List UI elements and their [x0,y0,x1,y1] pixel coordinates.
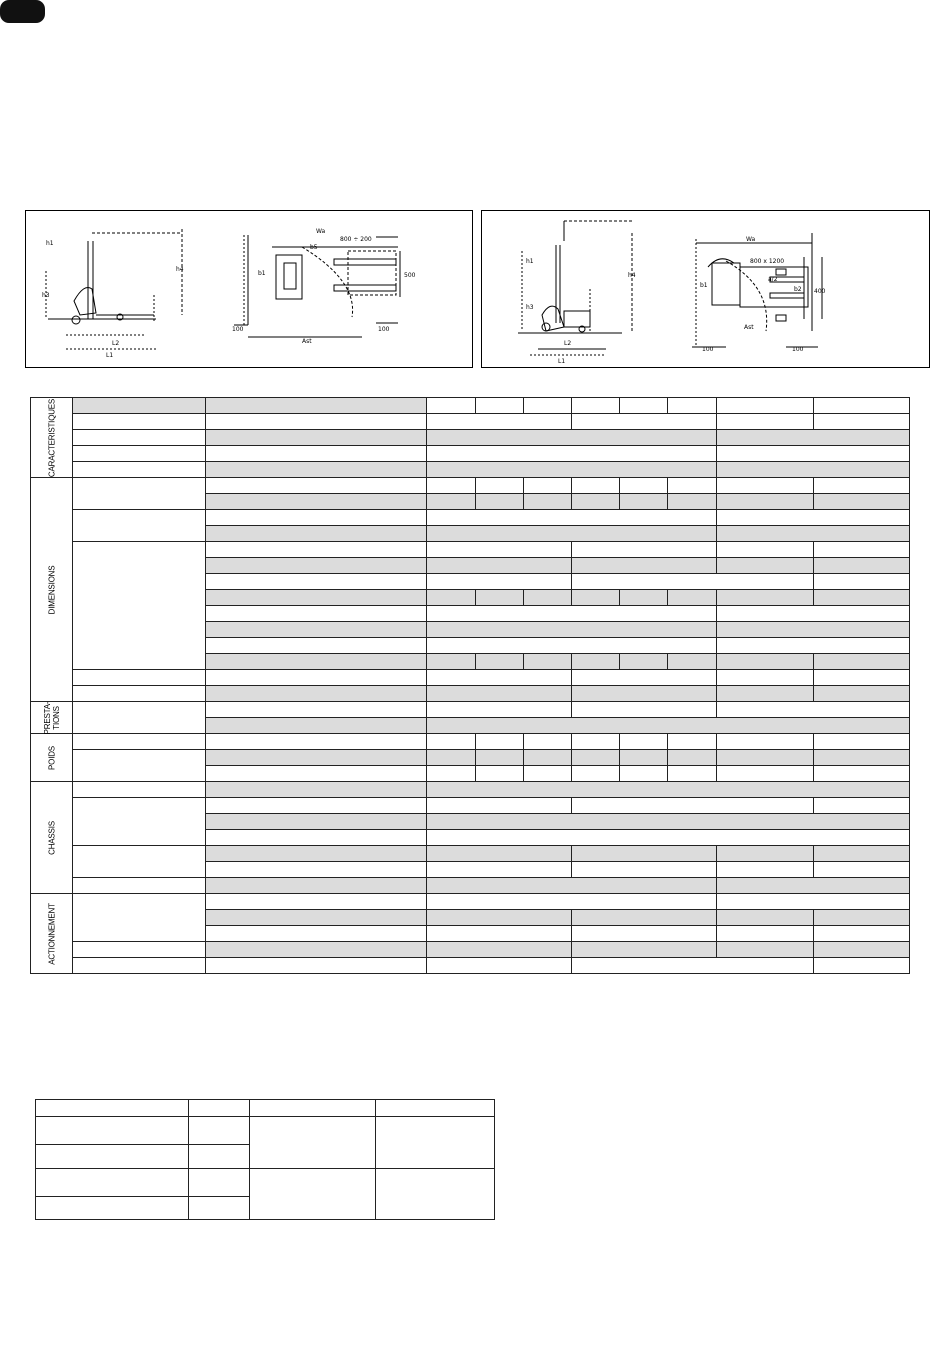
label-b1: b1 [258,270,266,277]
dimension-side-right: 400 [814,288,826,295]
table-row [31,958,910,974]
table-row [31,686,910,702]
section-label-poids: POIDS [47,745,56,770]
table-row [31,478,910,494]
section-prestations [31,702,73,734]
label-b2-right: b2 [794,286,802,293]
table-row [36,1169,495,1197]
label-h4: h1 [46,240,54,247]
label-l2: L2 [112,340,120,347]
drawing-panel-right [481,210,930,368]
dimension-left-clearance: 100 [232,326,244,333]
stacker-side-and-top-drawing [26,211,474,369]
table-row [31,782,910,798]
section-label-caracteristiques: CARACTERISTIQUES [47,398,56,477]
label-l2-right: L2 [564,340,572,347]
label-l1: L1 [106,352,114,359]
table-row [31,878,910,894]
dimension-left-clearance-right: 100 [702,346,714,353]
table-row [31,398,910,414]
section-dimensions [31,478,73,702]
label-h3: h3 [42,292,50,299]
dimension-right-clearance: 100 [378,326,390,333]
dimension-right-clearance-right: 100 [792,346,804,353]
label-ast-right: Ast [744,324,754,331]
table-row [31,702,910,718]
label-l1-right: L1 [558,358,566,365]
dimension-side: 500 [404,272,416,279]
label-wa: Wa [316,228,326,235]
dimension-pallet: 800 ÷ 200 [340,236,372,243]
table-row [31,446,910,462]
label-h4-right: h1 [526,258,534,265]
section-label-prestations: PRESTA- TIONS [42,701,61,734]
table-row [31,670,910,686]
label-h1: h4 [176,266,184,273]
section-actionnement [31,894,73,974]
table-row [31,462,910,478]
table-row [31,414,910,430]
section-chassis [31,782,73,894]
label-ast: Ast [302,338,312,345]
table-row [36,1100,495,1117]
table-row [31,510,910,526]
table-row [31,734,910,750]
reach-stacker-side-and-top-drawing [482,211,931,369]
table-row [31,798,910,814]
section-poids [31,734,73,782]
section-caracteristiques [31,398,73,478]
label-wa-right: Wa [746,236,756,243]
table-row [31,942,910,958]
drawing-panel-left [25,210,473,368]
table-row [31,542,910,558]
specification-table [30,397,910,974]
table-row [31,894,910,910]
label-b5: b5 [310,244,318,251]
label-h1-right: h4 [628,272,636,279]
table-row [36,1117,495,1145]
secondary-table [35,1099,495,1220]
section-label-dimensions: DIMENSIONS [47,565,56,614]
page-tab-marker [0,0,45,23]
table-row [31,750,910,766]
label-b1-right: b1 [700,282,708,289]
label-a2-right: a/2 [768,276,778,283]
table-row [31,430,910,446]
section-label-actionnement: ACTIONNEMENT [47,902,56,965]
table-row [31,846,910,862]
section-label-chassis: CHASSIS [47,820,56,855]
dimension-pallet-right: 800 x 1200 [750,258,785,265]
label-h3-right: h3 [526,304,534,311]
